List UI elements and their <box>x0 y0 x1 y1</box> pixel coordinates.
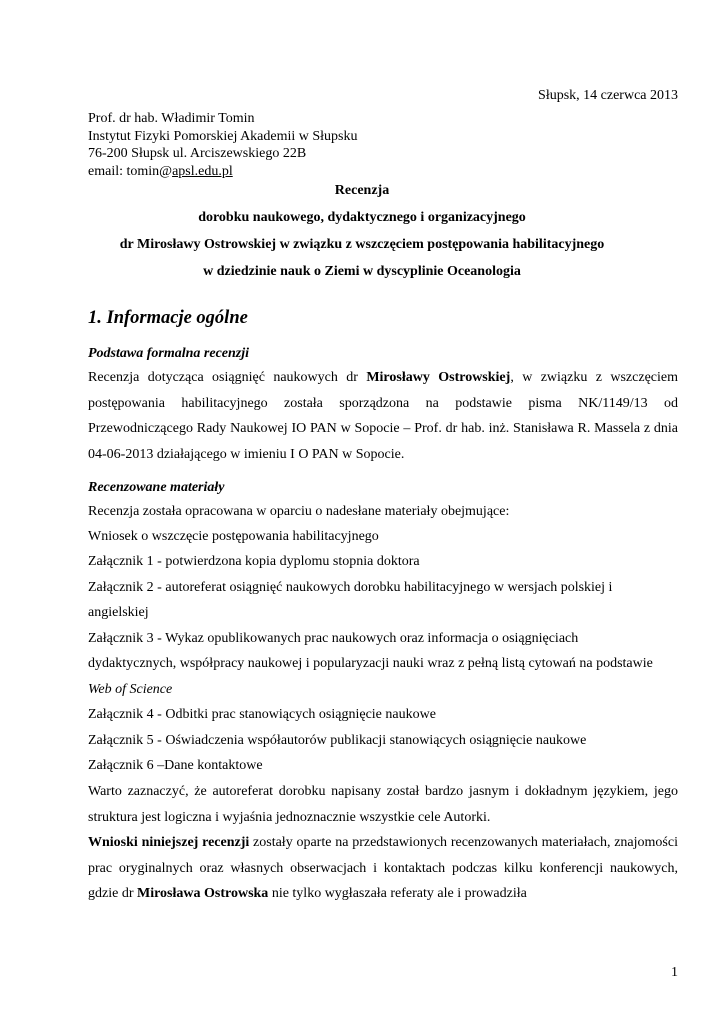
materials-item-4: Załącznik 4 - Odbitki prac stanowiących osiągnięcie naukowe <box>88 707 436 722</box>
author-block <box>88 110 358 180</box>
materials-item-5: Załącznik 5 - Oświadczenia współautorów publikacji stanowiących osiągnięcie naukowe <box>88 733 587 748</box>
basis-text-b: , w związku z wszczęciem postępowania habilitacyjnego została sporządzona na podstawie pisma NK/1149/13 od Przewodniczącego Rady Naukowej IO PAN w Sopocie – Prof. dr hab. inż. Stanisława R. Massela z dnia 04-06-2013 działającego w imieniu I O PAN w Sopocie. <box>88 370 678 463</box>
document-date: Słupsk, 14 czerwca 2013 <box>538 88 678 103</box>
materials-item-2-cont: angielskiej <box>88 605 149 620</box>
title-line-1: Recenzja <box>334 183 390 198</box>
title-line-3: dr Mirosławy Ostrowskiej w związku z wszczęciem postępowania habilitacyjnego <box>119 237 605 252</box>
title-line-4: w dziedzinie nauk o Ziemi w dyscyplinie Oceanologia <box>203 264 521 279</box>
basis-text-a: Recenzja dotycząca osiągnięć naukowych dr <box>88 370 367 385</box>
basis-name: Mirosławy Ostrowskiej <box>366 370 511 385</box>
conclusions-text-b: nie tylko wygłaszała referaty ale i prowadziła <box>268 886 527 902</box>
materials-item-2: Załącznik 2 - autoreferat osiągnięć naukowych dorobku habilitacyjnego w wersjach polskiej i <box>88 580 613 595</box>
basis-heading: Podstawa formalna recenzji <box>88 346 250 361</box>
conclusions-text-a: zostały oparte na przedstawionych recenzowanych materiałach, znajomości prac oryginalnych oraz własnych obserwacjach i kontaktach podczas kilku konferencji naukowych, gdzie dr <box>88 835 678 902</box>
materials-heading: Recenzowane materiały <box>88 480 225 495</box>
email-label: email: tomin@ <box>88 163 173 179</box>
author-address: 76-200 Słupsk ul. Arciszewskiego 22B <box>88 146 307 161</box>
materials-item-0: Wniosek o wszczęcie postępowania habilitacyjnego <box>88 529 379 544</box>
section-heading: 1. Informacje ogólne <box>88 308 248 328</box>
conclusions-paragraph <box>88 830 678 907</box>
review-title <box>0 177 724 285</box>
email-domain-link[interactable]: apsl.edu.pl <box>172 163 233 179</box>
page-number: 1 <box>671 965 678 980</box>
materials-item-1: Załącznik 1 - potwierdzona kopia dyplomu stopnia doktora <box>88 554 420 569</box>
remark-paragraph: Warto zaznaczyć, że autoreferat dorobku napisany został bardzo jasnym i dokładnym językiem, jego struktura jest logiczna i wyjaśnia jednoznacznie wszystkie cele Autorki. <box>88 784 678 825</box>
conclusions-lead: Wnioski niniejszej recenzji <box>88 835 250 850</box>
title-line-2: dorobku naukowego, dydaktycznego i organizacyjnego <box>198 210 526 225</box>
conclusions-name: Mirosława Ostrowska <box>136 886 269 902</box>
author-name: Prof. dr hab. Władimir Tomin <box>88 111 255 126</box>
materials-intro: Recenzja została opracowana w oparciu o nadesłane materiały obejmujące: <box>88 504 510 519</box>
materials-item-3: Załącznik 3 - Wykaz opublikowanych prac naukowych oraz informacja o osiągnięciach <box>88 631 579 646</box>
materials-item-3-cont: dydaktycznych, współpracy naukowej i popularyzacji nauki wraz z pełną listą cytowań na podstawie <box>88 656 653 671</box>
materials-item-3-source: Web of Science <box>88 682 173 697</box>
basis-paragraph <box>88 365 678 468</box>
author-institute: Instytut Fizyki Pomorskiej Akademii w Słupsku <box>88 128 358 144</box>
materials-item-6: Załącznik 6 –Dane kontaktowe <box>88 758 263 773</box>
